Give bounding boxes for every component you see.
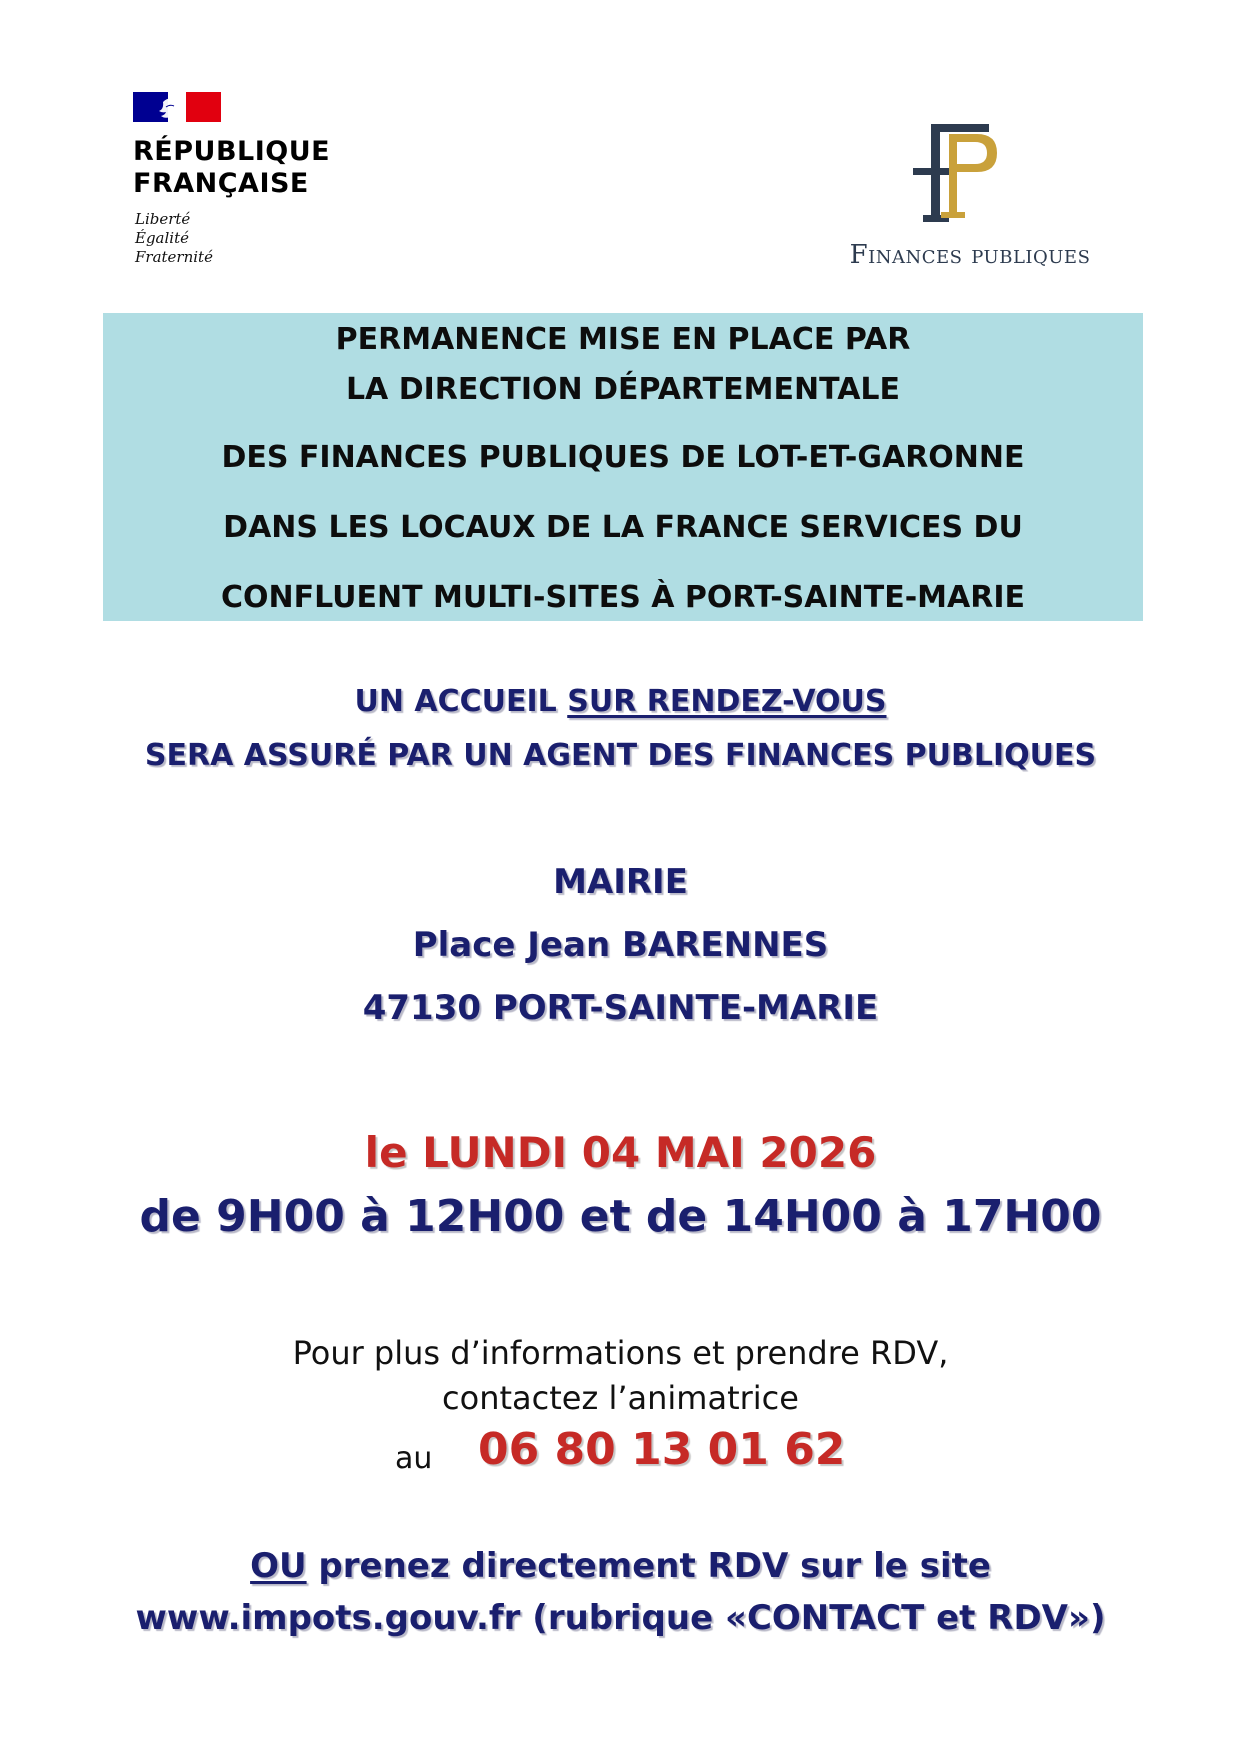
header-banner (103, 313, 1143, 621)
online-line-1 (0, 1546, 1241, 1586)
republique-francaise-name: RÉPUBLIQUE FRANÇAISE (133, 136, 331, 199)
finances-publiques-name: Finances publiques (849, 240, 1091, 270)
republique-motto: Liberté Égalité Fraternité (135, 210, 213, 266)
accueil-rendez-vous: SUR RENDEZ-VOUS (567, 684, 887, 719)
schedule-hours: de 9H00 à 12H00 et de 14H00 à 17H00 (139, 1191, 1102, 1242)
header-line-4: DANS LES LOCAUX DE LA FRANCE SERVICES DU (223, 510, 1023, 545)
contact-phone: 06 80 13 01 62 (478, 1424, 846, 1475)
online-ou: OU (250, 1546, 307, 1586)
address-place: MAIRIE (553, 862, 688, 902)
accueil-prefix: UN ACCUEIL (354, 684, 568, 719)
contact-line-1: Pour plus d’informations et prendre RDV, (292, 1334, 949, 1372)
schedule-date: le LUNDI 04 MAI 2026 (364, 1128, 877, 1177)
header-line-3: DES FINANCES PUBLIQUES DE LOT-ET-GARONNE (221, 440, 1025, 475)
header-line-1: PERMANENCE MISE EN PLACE PAR (335, 322, 911, 357)
online-line-1-rest: prenez directement RDV sur le site (306, 1546, 991, 1586)
contact-line-2: contactez l’animatrice (442, 1379, 799, 1417)
header-line-5: CONFLUENT MULTI-SITES À PORT-SAINTE-MARIE (221, 580, 1025, 615)
address-street: Place Jean BARENNES (412, 925, 829, 965)
accueil-line-1 (0, 684, 1241, 719)
online-line-2: www.impots.gouv.fr (rubrique «CONTACT et RDV») (135, 1598, 1106, 1638)
fp-monogram-icon (913, 118, 1003, 228)
address-city: 47130 PORT-SAINTE-MARIE (362, 988, 879, 1028)
marianne-flag-icon (133, 92, 221, 122)
contact-au: au (395, 1441, 433, 1476)
accueil-line-2: SERA ASSURÉ PAR UN AGENT DES FINANCES PUBLIQUES (144, 738, 1097, 773)
republique-francaise-logo (133, 92, 373, 282)
header-line-2: LA DIRECTION DÉPARTEMENTALE (345, 372, 901, 407)
finances-publiques-logo (800, 118, 1140, 278)
